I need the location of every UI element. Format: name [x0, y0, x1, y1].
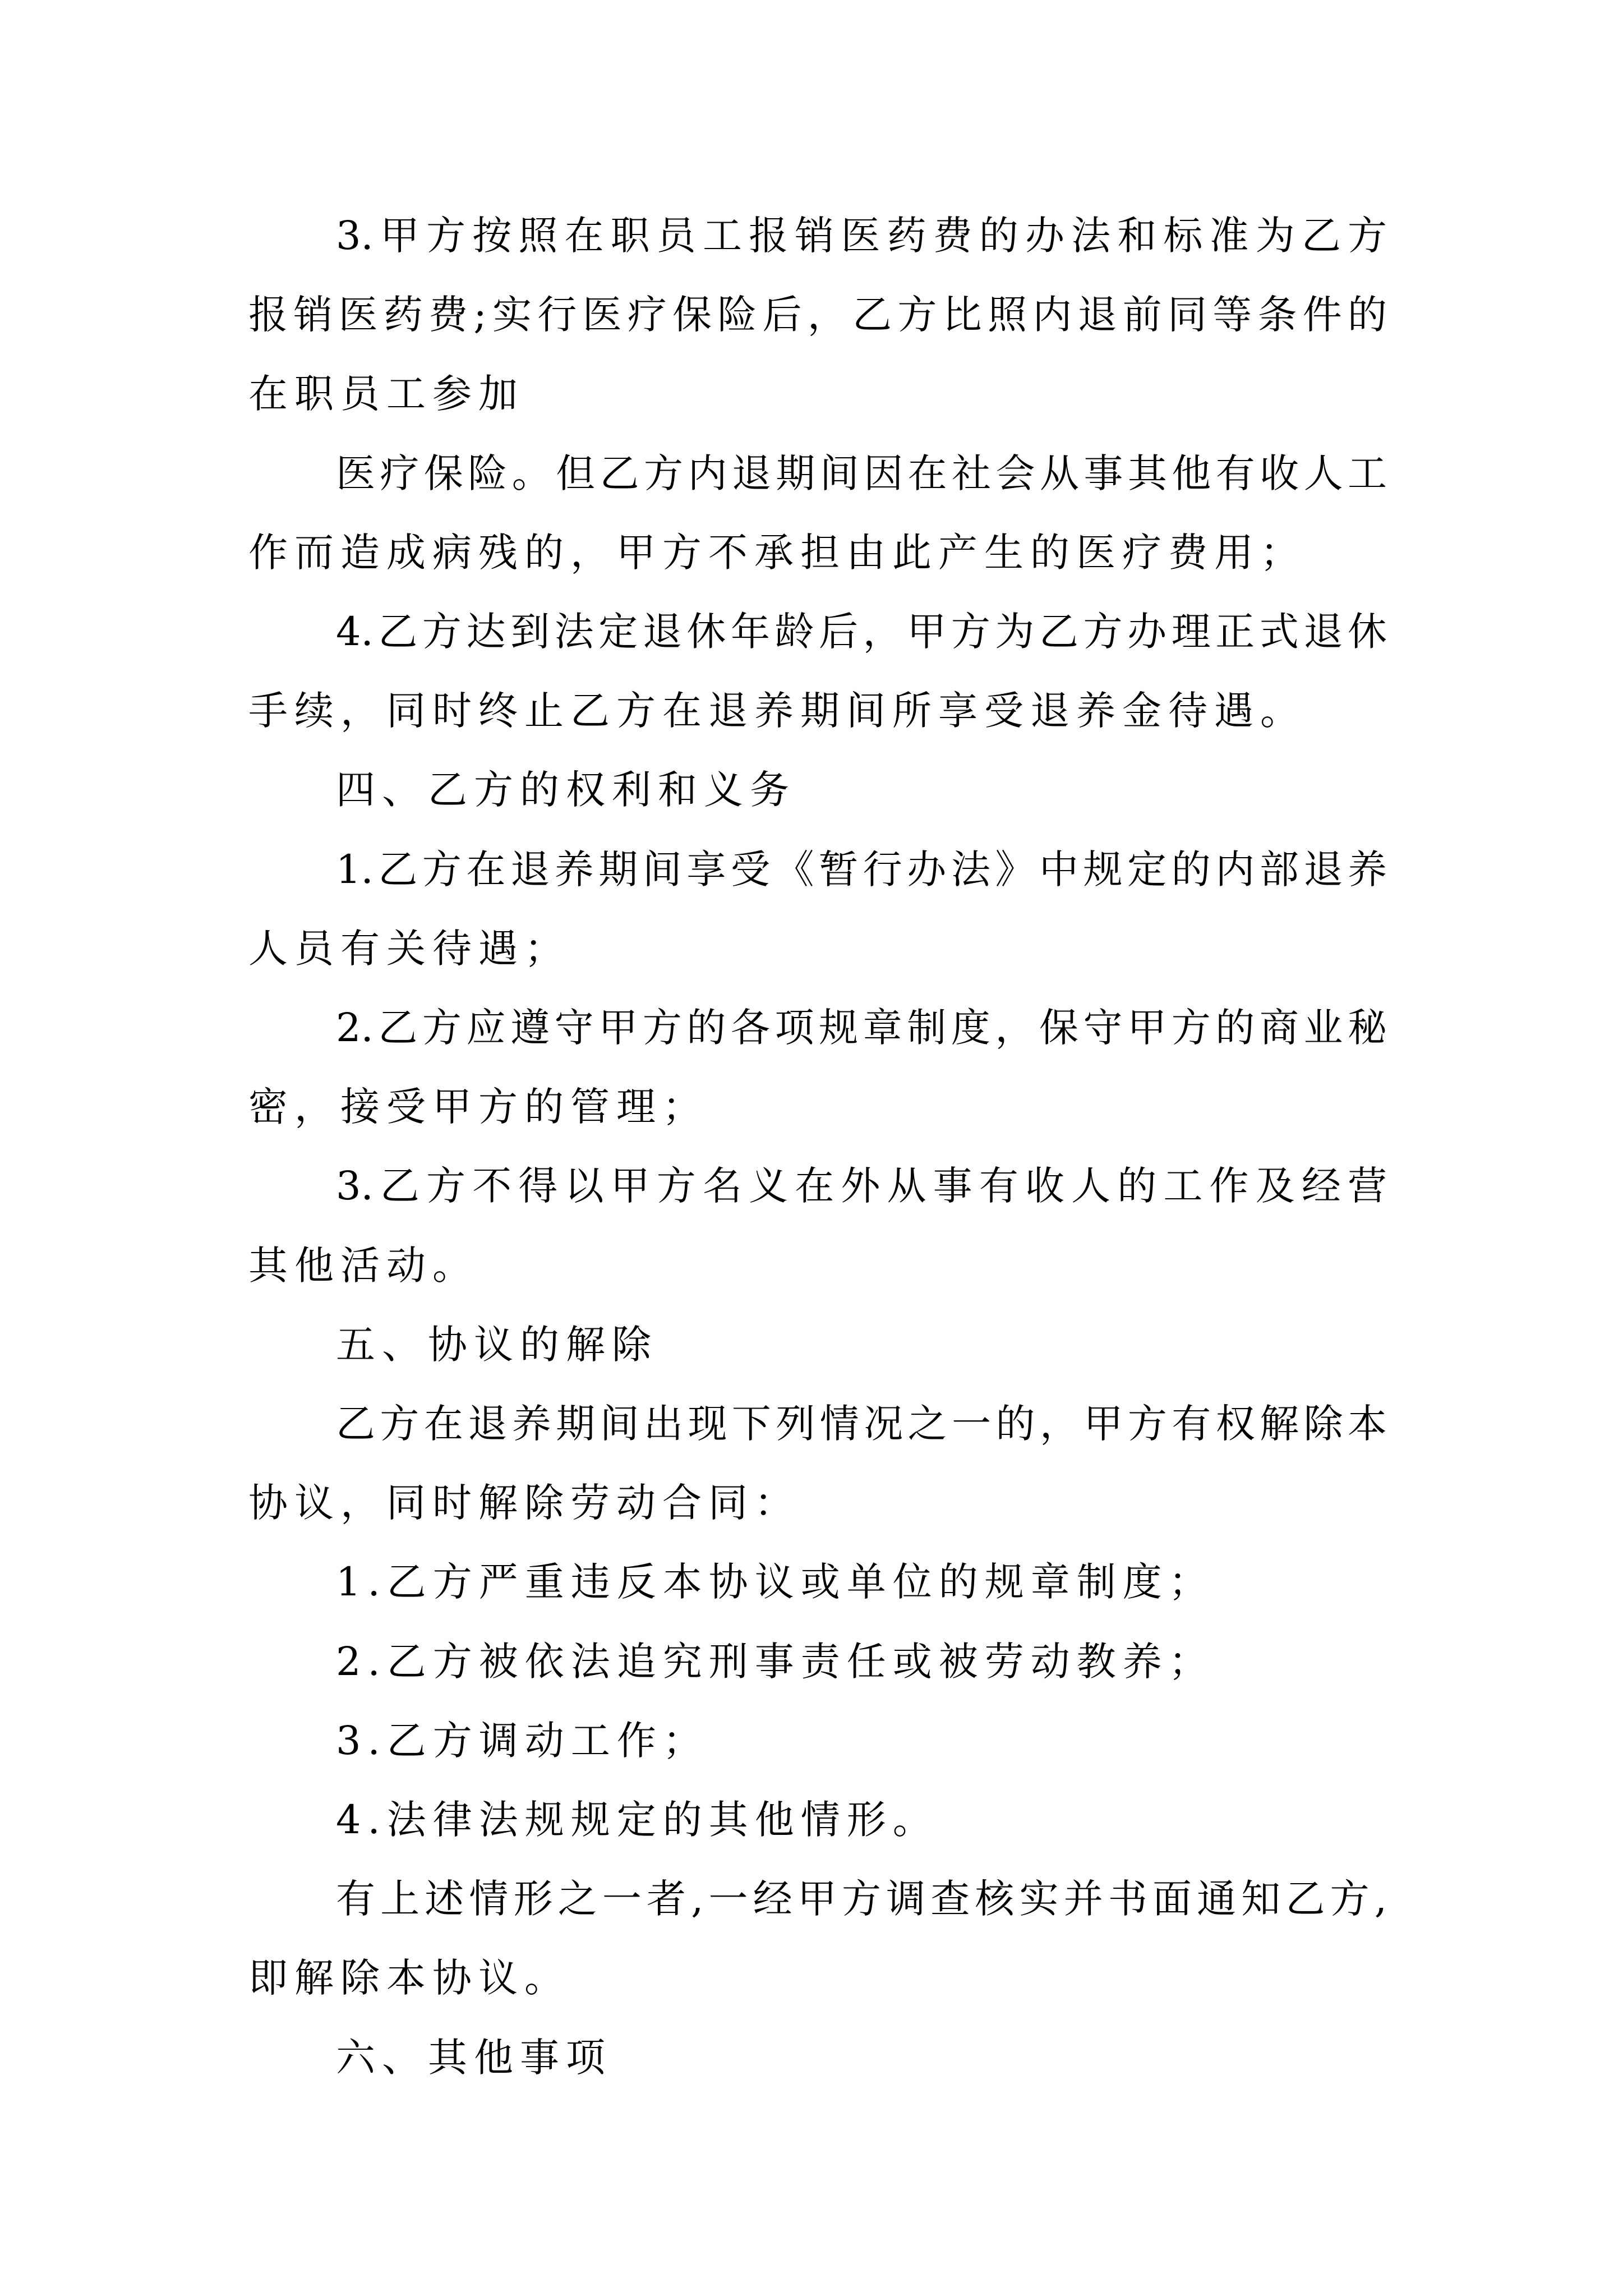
section-heading: 六、其他事项 — [336, 2035, 612, 2081]
text-line: 3.乙方调动工作； — [336, 1718, 709, 1764]
section-heading: 四、乙方的权利和义务 — [336, 767, 796, 813]
text-line: 3.甲方按照在职员工报销医药费的办法和标准为乙方 — [336, 213, 1387, 259]
text-line: 其他活动。 — [248, 1243, 478, 1289]
text-line: 有上述情形之一者,一经甲方调查核实并书面通知乙方, — [336, 1876, 1387, 1922]
text-line: 协议，同时解除劳动合同： — [248, 1480, 800, 1526]
text-line: 密，接受甲方的管理； — [248, 1084, 708, 1130]
text-line: 即解除本协议。 — [248, 1955, 570, 2001]
text-line: 2.乙方被依法追究刑事责任或被劳动教养； — [336, 1639, 1215, 1685]
section-heading: 五、协议的解除 — [336, 1322, 658, 1368]
text-line: 在职员工参加 — [248, 371, 524, 417]
text-line: 4.乙方达到法定退休年龄后，甲方为乙方办理正式退休 — [336, 609, 1387, 655]
text-line: 1.乙方严重违反本协议或单位的规章制度； — [336, 1559, 1215, 1605]
text-line: 4.法律法规规定的其他情形。 — [336, 1797, 939, 1843]
text-line: 报销医药费;实行医疗保险后，乙方比照内退前同等条件的 — [248, 292, 1387, 338]
text-line: 手续，同时终止乙方在退养期间所享受退养金待遇。 — [248, 688, 1306, 734]
text-line: 1.乙方在退养期间享受《暂行办法》中规定的内部退养 — [336, 846, 1387, 892]
text-line: 3.乙方不得以甲方名义在外从事有收人的工作及经营 — [336, 1163, 1387, 1209]
text-line: 人员有关待遇； — [248, 926, 570, 972]
text-line: 作而造成病残的，甲方不承担由此产生的医疗费用； — [248, 530, 1306, 576]
text-line: 2.乙方应遵守甲方的各项规章制度，保守甲方的商业秘 — [336, 1005, 1387, 1051]
text-line: 医疗保险。但乙方内退期间因在社会从事其他有收人工 — [336, 450, 1387, 496]
text-line: 乙方在退养期间出现下列情况之一的，甲方有权解除本 — [336, 1401, 1387, 1447]
